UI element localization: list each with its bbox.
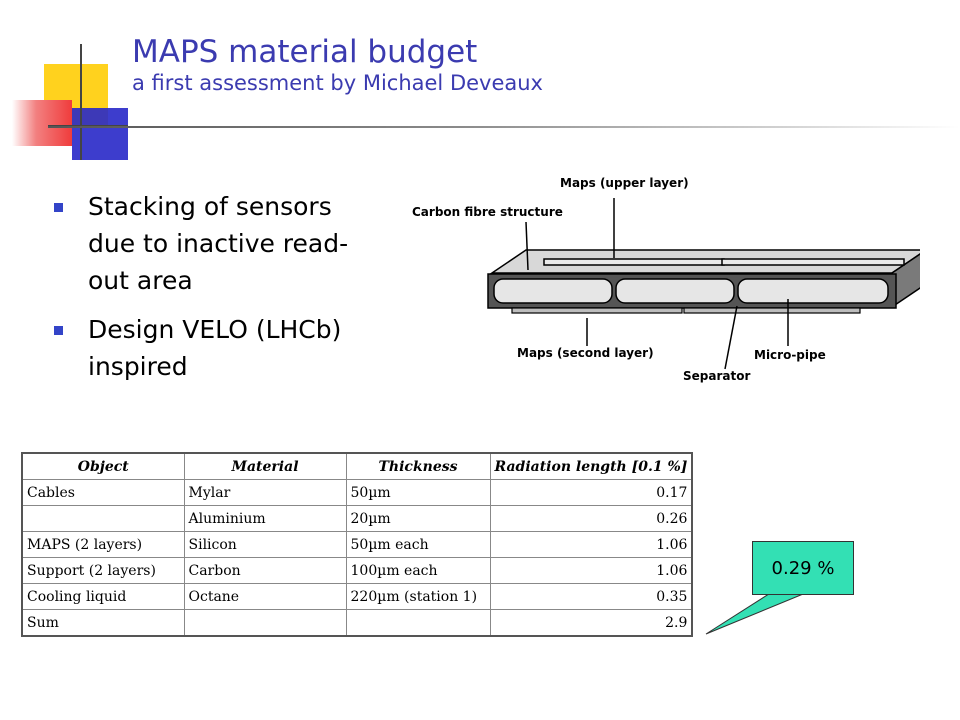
- cell-thickness: 100µm each: [346, 558, 490, 584]
- cell-material: Mylar: [184, 480, 346, 506]
- cell-object: Cooling liquid: [22, 584, 184, 610]
- maps-second-sensor-1: [512, 308, 682, 313]
- cell-material: Aluminium: [184, 506, 346, 532]
- cell-radiation-length: 0.17: [490, 480, 692, 506]
- callout-pointer-shape: [706, 592, 808, 634]
- callout-text: 0.29 %: [771, 557, 835, 579]
- material-budget-table: [21, 452, 693, 637]
- bullet-list: [52, 188, 372, 397]
- header-thickness: Thickness: [346, 453, 490, 480]
- slide-title: MAPS material budget: [132, 34, 478, 70]
- deco-vertical-line: [80, 44, 82, 160]
- cell-thickness: 20µm: [346, 506, 490, 532]
- cell-object: Cables: [22, 480, 184, 506]
- label-maps-upper: Maps (upper layer): [560, 176, 689, 190]
- cell-material: Octane: [184, 584, 346, 610]
- cell-object: Sum: [22, 610, 184, 637]
- label-micro-pipe: Micro-pipe: [754, 348, 826, 362]
- bullet-text: Stacking of sensors due to inactive read-out area: [88, 192, 349, 295]
- table-row: [22, 558, 692, 584]
- cell-object: MAPS (2 layers): [22, 532, 184, 558]
- table-header-row: [22, 453, 692, 480]
- maps-second-sensor-2: [684, 308, 860, 313]
- bullet-item: [52, 188, 372, 299]
- cell-radiation-length: 0.26: [490, 506, 692, 532]
- bullet-text: Design VELO (LHCb) inspired: [88, 315, 342, 381]
- table-row: [22, 610, 692, 637]
- sensor-stack-diagram: [400, 164, 920, 394]
- label-maps-second: Maps (second layer): [517, 346, 654, 360]
- cell-object: [22, 506, 184, 532]
- header-radiation-length: Radiation length [0.1 %]: [490, 453, 692, 480]
- table-row: [22, 480, 692, 506]
- table-row: [22, 532, 692, 558]
- header-object: Object: [22, 453, 184, 480]
- callout-box: [752, 541, 854, 595]
- square-bullet-icon: [54, 203, 63, 212]
- cell-radiation-length: 2.9: [490, 610, 692, 637]
- label-carbon-fibre: Carbon fibre structure: [412, 205, 563, 219]
- label-separator: Separator: [683, 369, 751, 383]
- table-row: [22, 584, 692, 610]
- title-block: [132, 34, 543, 96]
- maps-upper-sensor-2: [722, 259, 904, 265]
- cell-thickness: 50µm each: [346, 532, 490, 558]
- cell-thickness: 220µm (station 1): [346, 584, 490, 610]
- cell-thickness: [346, 610, 490, 637]
- cell-material: Silicon: [184, 532, 346, 558]
- micro-pipe-1: [494, 279, 612, 303]
- cell-radiation-length: 1.06: [490, 532, 692, 558]
- callout-pointer: [700, 590, 820, 640]
- table-row: [22, 506, 692, 532]
- micro-pipe-2: [616, 279, 734, 303]
- leader-separator: [725, 306, 737, 369]
- corner-decoration: [0, 0, 140, 170]
- micro-pipe-3: [738, 279, 888, 303]
- slide-subtitle: a first assessment by Michael Deveaux: [132, 71, 543, 95]
- sensor-stack-drawing: [400, 164, 920, 394]
- header-material: Material: [184, 453, 346, 480]
- cell-thickness: 50µm: [346, 480, 490, 506]
- cell-object: Support (2 layers): [22, 558, 184, 584]
- cell-radiation-length: 0.35: [490, 584, 692, 610]
- cell-material: Carbon: [184, 558, 346, 584]
- square-bullet-icon: [54, 326, 63, 335]
- material-table-wrapper: [21, 452, 693, 637]
- cell-material: [184, 610, 346, 637]
- deco-red-square: [12, 100, 72, 146]
- maps-upper-sensor-1: [544, 259, 724, 265]
- title-divider: [48, 126, 960, 128]
- bullet-item: [52, 311, 372, 385]
- cell-radiation-length: 1.06: [490, 558, 692, 584]
